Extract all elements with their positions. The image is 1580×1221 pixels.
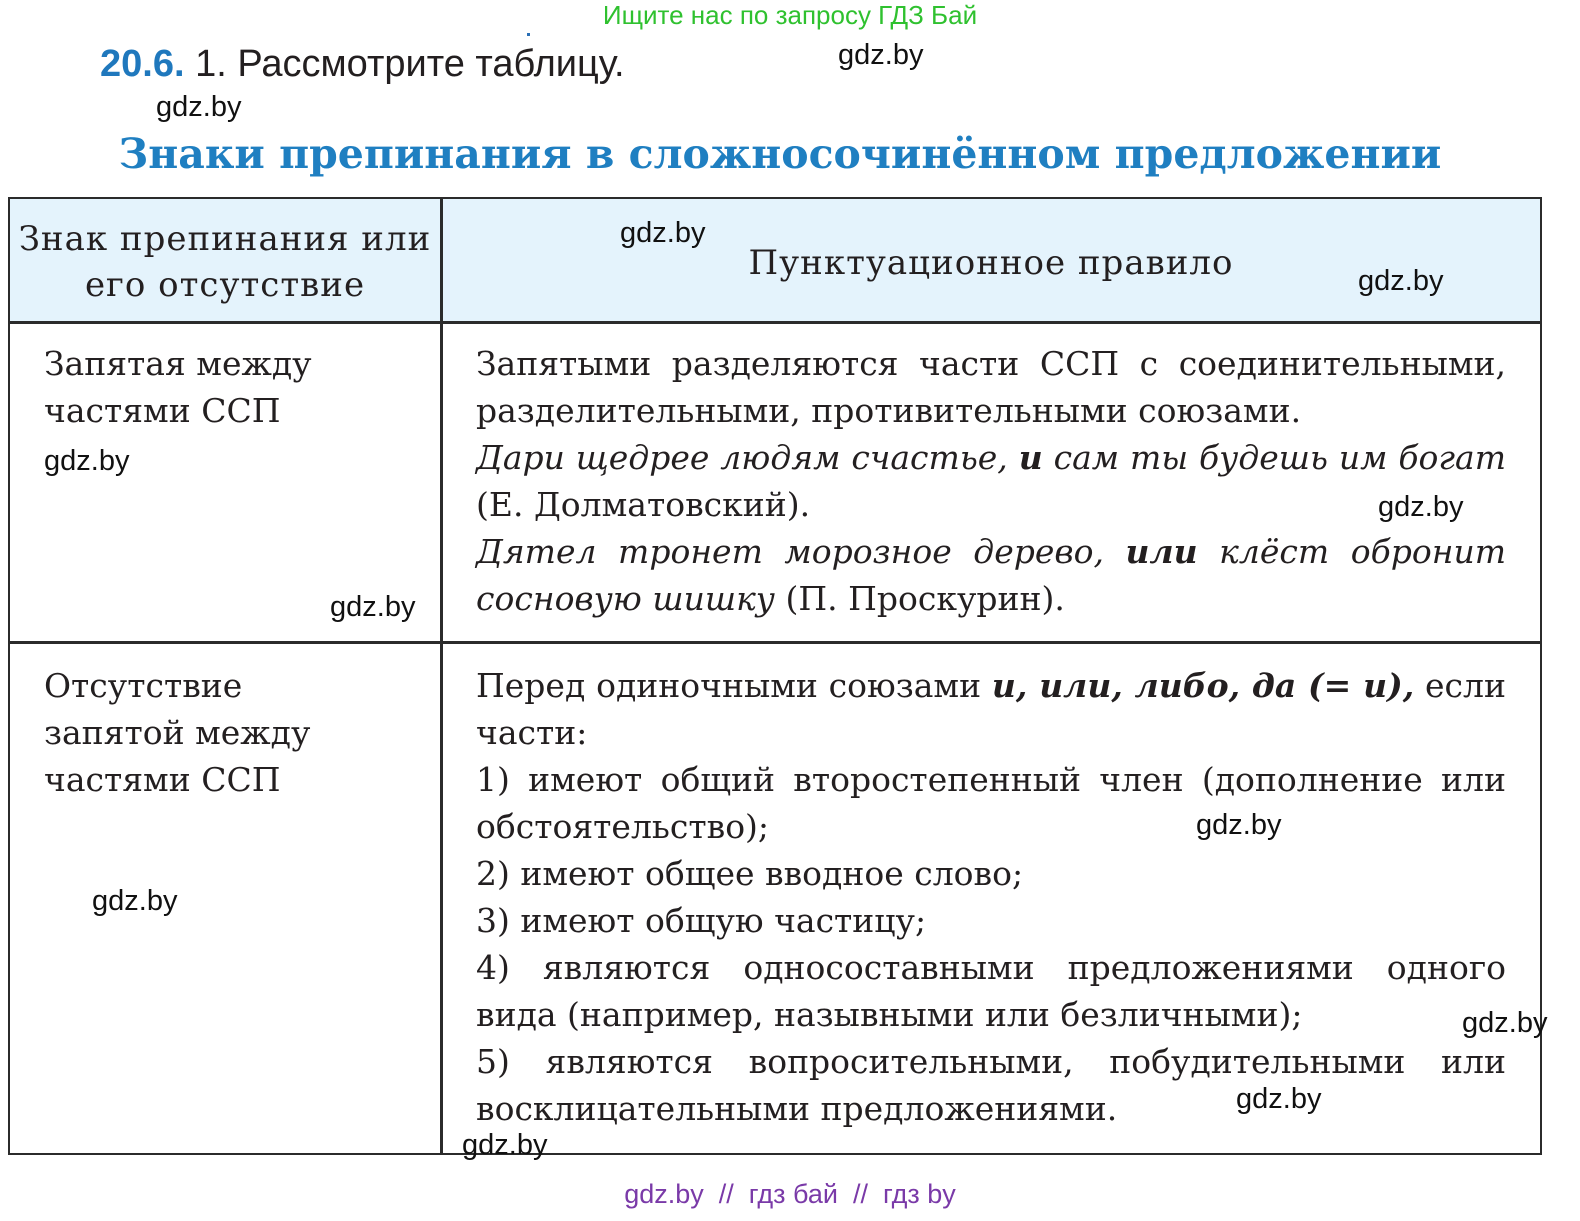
row1-example2: Дятел тронет морозное дерево, или клёст обронит сосновую шишку (П. Проскурин).	[476, 532, 1506, 618]
column-divider	[440, 197, 443, 1155]
header-divider	[8, 321, 1542, 324]
table-title: Знаки препинания в сложносочинённом предложении	[118, 130, 1442, 178]
watermark: gdz.by	[1358, 265, 1444, 297]
watermark: gdz.by	[156, 91, 242, 123]
search-banner: Ищите нас по запросу ГДЗ Бай	[602, 0, 978, 30]
watermark: gdz.by	[1236, 1083, 1322, 1115]
row1-rule-text: Запятыми разделяются части ССП с соединительными, разделительными, противительными союзами.	[476, 344, 1506, 430]
row2-rule-cell	[476, 662, 1506, 1132]
row1-rule-cell	[476, 340, 1506, 622]
row2-condition-2: 2) имеют общее вводное слово;	[476, 854, 1024, 893]
row-divider	[8, 641, 1542, 644]
watermark: gdz.by	[620, 217, 706, 249]
watermark: gdz.by	[1378, 491, 1464, 523]
task-number: 20.6.	[100, 43, 185, 85]
row2-condition-1: 1) имеют общий второстепенный член (дополнение или обстоятельство);	[476, 760, 1506, 846]
column-header-rule: Пунктуационное правило	[748, 243, 1234, 283]
watermark: gdz.by	[330, 591, 416, 623]
row2-condition-4: 4) являются односоставными предложениями одного вида (например, назывными или безличными);	[476, 948, 1506, 1034]
watermark: gdz.by	[838, 39, 924, 71]
decorative-dot	[527, 33, 530, 36]
row2-condition-5: 5) являются вопросительными, побудительными или восклицательными предложениями.	[476, 1042, 1506, 1128]
watermark: gdz.by	[1196, 809, 1282, 841]
footer-links: gdz.by // гдз бай // гдз by	[624, 1179, 956, 1209]
watermark: gdz.by	[44, 445, 130, 477]
column-header-sign: Знак препинания или его отсутствие	[18, 219, 432, 305]
row2-intro: Перед одиночными союзами и, или, либо, да (= и), если части:	[476, 666, 1506, 752]
row2-condition-3: 3) имеют общую частицу;	[476, 901, 927, 940]
row1-label: Запятая между частями ССП	[44, 344, 312, 430]
task-heading	[100, 40, 625, 88]
task-text: 1. Рассмотрите таблицу.	[195, 43, 625, 85]
row2-label: Отсутствие запятой между частями ССП	[44, 666, 311, 799]
watermark: gdz.by	[1462, 1007, 1548, 1039]
row1-example1: Дари щедрее людям счастье, и сам ты будешь им богат (Е. Долматовский).	[476, 438, 1507, 524]
watermark: gdz.by	[92, 885, 178, 917]
watermark: gdz.by	[462, 1129, 548, 1161]
